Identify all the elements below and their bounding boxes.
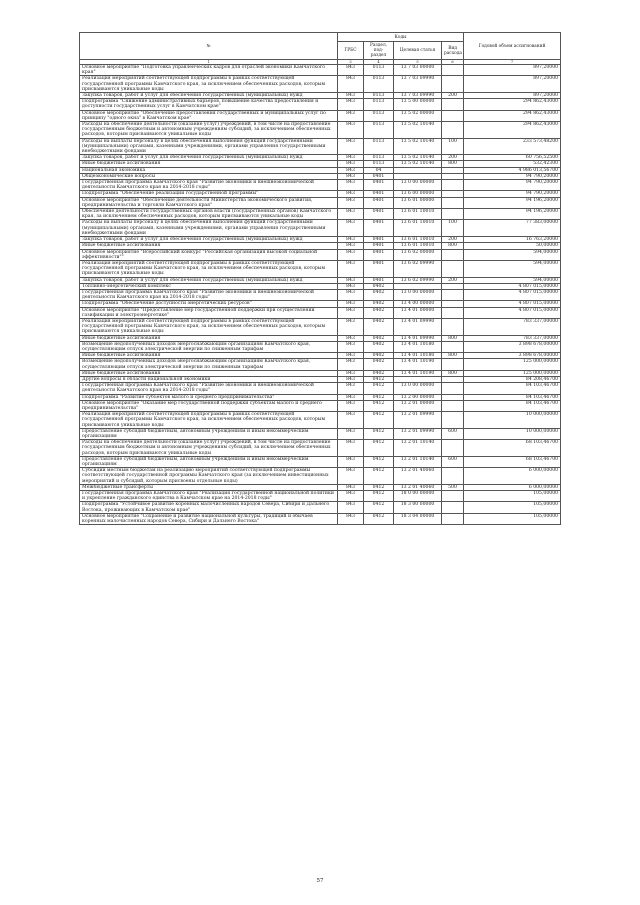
- cell-csr: 13 2 01 09990: [394, 412, 442, 429]
- cell-rz: 0401: [364, 237, 394, 243]
- cell-csr: 13 4 01 00000: [394, 307, 442, 318]
- table-row: [80, 209, 561, 220]
- cell-name: Расходы на обеспечение деятельности (оказание услуг) учреждений, в том числе на предоставление государственным бюджетным и автономным учреждениям субсидий, за исключением обеспеченных расходов, которым присваиваются уникальные коды: [80, 122, 338, 139]
- cell-grbs: 843: [338, 65, 364, 76]
- header-codes: Коды: [338, 33, 464, 42]
- table-row: [80, 456, 561, 467]
- cell-csr: 13 2 01 40060: [394, 484, 442, 490]
- cell-amt: 125 000,00000: [464, 370, 561, 376]
- cell-grbs: 843: [338, 243, 364, 249]
- cell-vr: 200: [442, 93, 464, 99]
- cell-amt: 105,00000: [464, 491, 561, 502]
- cell-name: Расходы на выплаты персоналу в целях обеспечения выполнения функций государственными (муниципальными) органами, казенными учреждениями, органами управления государственными внебюджетными фондами: [80, 138, 338, 155]
- cell-rz: 0412: [364, 412, 394, 429]
- table-row: [80, 138, 561, 155]
- table-row: [80, 428, 561, 439]
- table-row: [80, 440, 561, 457]
- cell-rz: 0113: [364, 110, 394, 121]
- cell-name: Основное мероприятие "Сохранение и развитие национальной культуры, традиций и обычаев коренных малочисленных народов Севера, Сибири и Дальнего Востока": [80, 513, 338, 524]
- cell-rz: 0113: [364, 122, 394, 139]
- cell-grbs: 843: [338, 155, 364, 161]
- cell-name: Закупка товаров, работ и услуг для обеспечения государственных (муниципальных) нужд: [80, 155, 338, 161]
- cell-amt: 94 196,20000: [464, 209, 561, 220]
- cell-vr: 800: [442, 370, 464, 376]
- cell-grbs: 843: [338, 513, 364, 524]
- cell-rz: 0401: [364, 243, 394, 249]
- cell-grbs: 843: [338, 138, 364, 155]
- cell-amt: 60 756,52500: [464, 155, 561, 161]
- cell-vr: [442, 180, 464, 191]
- table-row: [80, 468, 561, 485]
- cell-csr: 13 4 01 09990: [394, 318, 442, 335]
- table-row: [80, 122, 561, 139]
- cell-grbs: 843: [338, 440, 364, 457]
- cell-csr: 13 4 01 10180: [394, 341, 442, 352]
- cell-rz: 0113: [364, 65, 394, 76]
- cell-name: Возмещение недополученных доходов энергоснабжающим организациям Камчатского края, осуществляющим отпуск электрической энергии по сниженным тарифам: [80, 359, 338, 370]
- cell-vr: 200: [442, 155, 464, 161]
- cell-grbs: 843: [338, 289, 364, 300]
- cell-vr: [442, 260, 464, 277]
- cell-grbs: 843: [338, 209, 364, 220]
- cell-grbs: 843: [338, 99, 364, 110]
- cell-csr: 13 0 00 00000: [394, 383, 442, 394]
- cell-csr: 13 0 00 00000: [394, 180, 442, 191]
- cell-csr: 13 7 03 09990: [394, 93, 442, 99]
- cell-csr: 13 6 02 09990: [394, 277, 442, 283]
- cell-csr: 13 4 00 00000: [394, 301, 442, 307]
- cell-amt: 94 790,20000: [464, 173, 561, 179]
- cell-csr: 18 3 04 00000: [394, 513, 442, 524]
- cell-csr: 13 5 02 10140: [394, 138, 442, 155]
- cell-csr: 13 2 01 00000: [394, 400, 442, 411]
- cell-name: Возмещение недополученных доходов энергоснабжающим организациям Камчатского края, осуществляющим отпуск электрической энергии по сниженным тарифам: [80, 341, 338, 352]
- table-row: [80, 289, 561, 300]
- cell-vr: 100: [442, 138, 464, 155]
- cell-amt: 50,00000: [464, 243, 561, 249]
- cell-name: Обеспечение деятельности государственных органов власти (государственных органов) Камчатского края, за исключением обеспеченных расходов, которым присваиваются уникальные коды: [80, 209, 338, 220]
- cell-name: Другие вопросы в области национальной экономики: [80, 376, 338, 382]
- cell-rz: 0113: [364, 161, 394, 167]
- cell-rz: 0113: [364, 155, 394, 161]
- cell-name: Подпрограмма "Устойчивое развитие коренных малочисленных народов Севера, Сибири и Дальнего Востока, проживающих в Камчатском крае": [80, 502, 338, 513]
- col-index: 1: [80, 60, 338, 65]
- cell-vr: [442, 197, 464, 208]
- cell-rz: 0412: [364, 513, 394, 524]
- cell-amt: 4 986 013,56700: [464, 167, 561, 173]
- cell-vr: [442, 249, 464, 260]
- cell-csr: 13 5 02 10140: [394, 161, 442, 167]
- cell-name: Национальная экономика: [80, 167, 338, 173]
- cell-name: Подпрограмма "Обеспечение доступности энергетических ресурсов": [80, 301, 338, 307]
- cell-vr: [442, 318, 464, 335]
- cell-name: Предоставление субсидий бюджетным, автономным учреждениям и иным некоммерческим организациям: [80, 456, 338, 467]
- cell-amt: 294 862,43000: [464, 122, 561, 139]
- cell-rz: 0401: [364, 220, 394, 237]
- cell-amt: 6 000,00000: [464, 484, 561, 490]
- cell-name: Иные бюджетные ассигнования: [80, 370, 338, 376]
- cell-amt: 84 208,46700: [464, 376, 561, 382]
- cell-amt: 594,00000: [464, 277, 561, 283]
- table-row: [80, 180, 561, 191]
- cell-grbs: 843: [338, 335, 364, 341]
- cell-csr: 13 4 01 10190: [394, 370, 442, 376]
- col-index: 6: [442, 60, 464, 65]
- cell-rz: 0401: [364, 197, 394, 208]
- cell-amt: 532,42300: [464, 161, 561, 167]
- cell-csr: 13 7 03 09990: [394, 76, 442, 93]
- cell-csr: 13 6 00 00000: [394, 191, 442, 197]
- cell-vr: 800: [442, 353, 464, 359]
- cell-rz: 0402: [364, 318, 394, 335]
- cell-amt: 68 103,46700: [464, 456, 561, 467]
- cell-name: Государственная программа Камчатского края "Развитие экономики и внешнеэкономической деятельности Камчатского края на 2014-2018 годы": [80, 289, 338, 300]
- table-row: [80, 491, 561, 502]
- cell-amt: 94 790,20000: [464, 191, 561, 197]
- cell-grbs: 843: [338, 237, 364, 243]
- cell-rz: 0401: [364, 173, 394, 179]
- cell-grbs: 843: [338, 301, 364, 307]
- cell-csr: 13 4 01 10190: [394, 359, 442, 370]
- cell-name: Реализация мероприятий соответствующей подпрограммы в рамках соответствующей государственной программы Камчатского края, за исключением обеспеченных расходов, которым присваиваются уникальные коды: [80, 318, 338, 335]
- header-grbs: ГРБС: [338, 42, 364, 60]
- cell-name: Подпрограмма "Обеспечение реализации государственной программы": [80, 191, 338, 197]
- cell-rz: 0412: [364, 394, 394, 400]
- table-row: [80, 502, 561, 513]
- cell-rz: 0401: [364, 277, 394, 283]
- cell-name: Иные бюджетные ассигнования: [80, 353, 338, 359]
- cell-grbs: 843: [338, 173, 364, 179]
- cell-name: Основное мероприятие "Подготовка управленческих кадров для отраслей экономики Камчатского края": [80, 65, 338, 76]
- cell-rz: 0412: [364, 468, 394, 485]
- page-number: 57: [316, 878, 324, 884]
- cell-rz: 0401: [364, 180, 394, 191]
- table-row: [80, 65, 561, 76]
- cell-grbs: 843: [338, 400, 364, 411]
- cell-grbs: 843: [338, 167, 364, 173]
- cell-vr: 800: [442, 161, 464, 167]
- header-no: №: [80, 33, 338, 60]
- cell-vr: [442, 359, 464, 370]
- cell-name: Основное мероприятие "Оказание мер государственной поддержки субъектам малого и среднего предпринимательства": [80, 400, 338, 411]
- cell-vr: 600: [442, 456, 464, 467]
- cell-rz: 04: [364, 167, 394, 173]
- cell-name: Основное мероприятие "Всероссийский конкурс "Российская организация высокой социальной эффективности"": [80, 249, 338, 260]
- cell-name: Закупка товаров, работ и услуг для обеспечения государственных (муниципальных) нужд: [80, 237, 338, 243]
- cell-name: Подпрограмма "Развитие субъектов малого и среднего предпринимательства": [80, 394, 338, 400]
- cell-grbs: 843: [338, 197, 364, 208]
- cell-grbs: 843: [338, 191, 364, 197]
- cell-name: Основное мероприятие "Обеспечение предоставления государственных и муниципальных услуг по принципу "одного окна" в Камчатском крае": [80, 110, 338, 121]
- cell-vr: [442, 513, 464, 524]
- cell-amt: 897,20000: [464, 76, 561, 93]
- cell-rz: 0402: [364, 283, 394, 289]
- cell-grbs: 843: [338, 359, 364, 370]
- cell-vr: [442, 76, 464, 93]
- cell-amt: 233 573,48200: [464, 138, 561, 155]
- cell-name: Расходы на обеспечение деятельности (оказание услуг) учреждений, в том числе на предоставление государственным бюджетным и автономным учреждениям субсидий, за исключением обеспеченных расходов, которым присваиваются уникальные коды: [80, 440, 338, 457]
- cell-vr: [442, 65, 464, 76]
- cell-vr: [442, 307, 464, 318]
- cell-amt: 294 862,43000: [464, 110, 561, 121]
- table-body: [80, 65, 561, 525]
- cell-csr: 13 5 02 10140: [394, 155, 442, 161]
- cell-grbs: 843: [338, 412, 364, 429]
- cell-rz: 0412: [364, 440, 394, 457]
- cell-grbs: 843: [338, 502, 364, 513]
- table-row: [80, 400, 561, 411]
- cell-vr: [442, 209, 464, 220]
- cell-name: Реализация мероприятий соответствующей подпрограммы в рамках соответствующей государственной программы Камчатского края, за исключением обеспеченных расходов, которым присваиваются уникальные коды: [80, 260, 338, 277]
- cell-amt: 6 000,00000: [464, 468, 561, 485]
- cell-csr: 13 5 02 10140: [394, 122, 442, 139]
- cell-csr: 13 5 00 00000: [394, 99, 442, 110]
- cell-vr: [442, 468, 464, 485]
- table-row: [80, 318, 561, 335]
- cell-amt: 4 807 015,00000: [464, 283, 561, 289]
- cell-csr: 13 0 00 00000: [394, 289, 442, 300]
- table-row: [80, 260, 561, 277]
- cell-amt: 105,00000: [464, 513, 561, 524]
- cell-grbs: 843: [338, 277, 364, 283]
- cell-name: Основное мероприятие "Предоставление мер государственной поддержки при осуществлении газификации и электроэнергетике": [80, 307, 338, 318]
- table-row: [80, 110, 561, 121]
- table-row: [80, 341, 561, 352]
- cell-vr: [442, 289, 464, 300]
- cell-name: Государственная программа Камчатского края "Развитие экономики и внешнеэкономической деятельности Камчатского края на 2014-2018 годы": [80, 180, 338, 191]
- cell-vr: [442, 122, 464, 139]
- cell-amt: 84 103,46700: [464, 383, 561, 394]
- cell-grbs: 843: [338, 394, 364, 400]
- cell-grbs: 843: [338, 353, 364, 359]
- cell-rz: 0402: [364, 341, 394, 352]
- col-index: 4: [364, 60, 394, 65]
- cell-name: Реализация мероприятий соответствующей подпрограммы в рамках соответствующей государственной программы Камчатского края, за исключением обеспеченных расходов, которым присваиваются уникальные коды: [80, 76, 338, 93]
- cell-amt: 294 862,43000: [464, 99, 561, 110]
- cell-amt: 77 383,00000: [464, 220, 561, 237]
- cell-grbs: 843: [338, 428, 364, 439]
- cell-vr: [442, 491, 464, 502]
- cell-vr: [442, 440, 464, 457]
- cell-grbs: 843: [338, 341, 364, 352]
- cell-name: Закупка товаров, работ и услуг для обеспечения государственных (муниципальных) нужд: [80, 93, 338, 99]
- table-row: [80, 99, 561, 110]
- cell-name: Расходы на выплаты персоналу в целях обеспечения выполнения функций государственными (муниципальными) органами, казенными учреждениями, органами управления государственными внебюджетными фондами: [80, 220, 338, 237]
- cell-grbs: 843: [338, 110, 364, 121]
- cell-name: Государственная программа Камчатского края "Реализация государственной национальной политики и укрепление гражданского единства в Камчатском крае на 2014-2018 годы": [80, 491, 338, 502]
- cell-csr: 13 7 03 00000: [394, 65, 442, 76]
- cell-amt: 783 337,00000: [464, 318, 561, 335]
- cell-rz: 0412: [364, 491, 394, 502]
- header-csr: Целевая статья: [394, 42, 442, 60]
- cell-grbs: 843: [338, 161, 364, 167]
- cell-csr: 13 6 01 10010: [394, 220, 442, 237]
- cell-vr: 800: [442, 243, 464, 249]
- cell-grbs: 843: [338, 93, 364, 99]
- cell-vr: [442, 341, 464, 352]
- cell-grbs: 843: [338, 283, 364, 289]
- cell-csr: 13 6 01 10010: [394, 237, 442, 243]
- cell-name: Подпрограмма "Снижение административных барьеров, повышение качества предоставления и доступности государственных услуг в Камчатском крае": [80, 99, 338, 110]
- cell-grbs: 843: [338, 260, 364, 277]
- cell-rz: 0412: [364, 383, 394, 394]
- cell-rz: 0401: [364, 260, 394, 277]
- cell-name: Государственная программа Камчатского края "Развитие экономики и внешнеэкономической деятельности Камчатского края на 2014-2018 годы": [80, 383, 338, 394]
- cell-grbs: 843: [338, 491, 364, 502]
- header-razdel: Раздел, под-раздел: [364, 42, 394, 60]
- cell-amt: 4 807 015,00000: [464, 307, 561, 318]
- cell-grbs: 843: [338, 376, 364, 382]
- cell-vr: 800: [442, 335, 464, 341]
- table-row: [80, 197, 561, 208]
- cell-grbs: 843: [338, 76, 364, 93]
- cell-grbs: 843: [338, 456, 364, 467]
- table-row: [80, 513, 561, 524]
- cell-rz: 0412: [364, 428, 394, 439]
- table-row: [80, 412, 561, 429]
- cell-vr: [442, 110, 464, 121]
- cell-name: Основное мероприятие "Обеспечение деятельности Министерства экономического развития, предпринимательства и торговли Камчатского края": [80, 197, 338, 208]
- header-annual: Годовой объем ассигнований: [464, 33, 561, 60]
- cell-rz: 0412: [364, 456, 394, 467]
- cell-amt: 10 000,00000: [464, 412, 561, 429]
- cell-grbs: 843: [338, 468, 364, 485]
- cell-amt: 16 763,20000: [464, 237, 561, 243]
- cell-grbs: 843: [338, 220, 364, 237]
- cell-grbs: 843: [338, 249, 364, 260]
- cell-grbs: 843: [338, 370, 364, 376]
- cell-rz: 0402: [364, 353, 394, 359]
- cell-name: Предоставление субсидий бюджетным, автономным учреждениям и иным некоммерческим организациям: [80, 428, 338, 439]
- cell-grbs: 843: [338, 484, 364, 490]
- cell-rz: 0402: [364, 301, 394, 307]
- cell-name: Реализация мероприятий соответствующей подпрограммы в рамках соответствующей государственной программы Камчатского края, за исключением обеспеченных расходов, которым присваиваются уникальные коды: [80, 412, 338, 429]
- col-index: 7: [464, 60, 561, 65]
- cell-rz: 0402: [364, 359, 394, 370]
- cell-vr: [442, 99, 464, 110]
- cell-amt: 125 000,00000: [464, 359, 561, 370]
- cell-amt: 594,00000: [464, 249, 561, 260]
- cell-name: Межбюджетные трансферты: [80, 484, 338, 490]
- cell-grbs: 843: [338, 318, 364, 335]
- table-row: [80, 220, 561, 237]
- cell-name: Закупка товаров, работ и услуг для обеспечения государственных (муниципальных) нужд: [80, 277, 338, 283]
- cell-csr: 13 2 01 10140: [394, 456, 442, 467]
- cell-csr: 13 6 01 10010: [394, 243, 442, 249]
- cell-amt: 84 103,46700: [464, 394, 561, 400]
- cell-csr: 13 2 01 10140: [394, 440, 442, 457]
- cell-rz: 0113: [364, 138, 394, 155]
- cell-amt: 3 898 678,00000: [464, 341, 561, 352]
- cell-vr: 200: [442, 277, 464, 283]
- cell-csr: 13 6 02 00000: [394, 249, 442, 260]
- cell-vr: [442, 383, 464, 394]
- cell-amt: 783 337,00000: [464, 335, 561, 341]
- cell-csr: 13 6 01 00000: [394, 197, 442, 208]
- cell-rz: 0113: [364, 76, 394, 93]
- cell-vr: [442, 412, 464, 429]
- table-row: [80, 249, 561, 260]
- cell-amt: 4 807 015,00000: [464, 301, 561, 307]
- cell-amt: 897,20000: [464, 65, 561, 76]
- cell-vr: 600: [442, 428, 464, 439]
- cell-rz: 0412: [364, 502, 394, 513]
- cell-vr: [442, 502, 464, 513]
- cell-csr: 13 6 02 09990: [394, 260, 442, 277]
- cell-amt: 105,00000: [464, 502, 561, 513]
- col-index: 5: [394, 60, 442, 65]
- budget-table-page: [79, 32, 560, 525]
- cell-csr: 13 5 02 00000: [394, 110, 442, 121]
- cell-amt: 94 196,20000: [464, 197, 561, 208]
- cell-amt: 594,00000: [464, 260, 561, 277]
- cell-grbs: 843: [338, 307, 364, 318]
- cell-name: Общеэкономические вопросы: [80, 173, 338, 179]
- cell-rz: 0401: [364, 249, 394, 260]
- cell-csr: 13 6 01 10010: [394, 209, 442, 220]
- cell-rz: 0402: [364, 370, 394, 376]
- cell-amt: 3 898 678,00000: [464, 353, 561, 359]
- cell-rz: 0412: [364, 376, 394, 382]
- cell-csr: 18 3 00 00000: [394, 502, 442, 513]
- cell-rz: 0412: [364, 400, 394, 411]
- cell-rz: 0412: [364, 484, 394, 490]
- header-vr: Вид расхода: [442, 42, 464, 60]
- cell-grbs: 843: [338, 122, 364, 139]
- cell-rz: 0402: [364, 289, 394, 300]
- col-index: 3: [338, 60, 364, 65]
- cell-grbs: 843: [338, 383, 364, 394]
- cell-amt: 897,20000: [464, 93, 561, 99]
- cell-amt: 10 000,00000: [464, 428, 561, 439]
- cell-amt: 68 103,46700: [464, 440, 561, 457]
- cell-rz: 0402: [364, 335, 394, 341]
- table-row: [80, 76, 561, 93]
- budget-table: [79, 32, 561, 525]
- table-row: [80, 307, 561, 318]
- cell-grbs: 843: [338, 180, 364, 191]
- cell-amt: 4 807 015,00000: [464, 289, 561, 300]
- cell-rz: 0113: [364, 99, 394, 110]
- cell-csr: 18 0 00 00000: [394, 491, 442, 502]
- cell-csr: 13 2 01 40060: [394, 468, 442, 485]
- cell-amt: 94 790,20000: [464, 180, 561, 191]
- cell-name: Топливно-энергетический комплекс: [80, 283, 338, 289]
- cell-vr: 500: [442, 484, 464, 490]
- cell-rz: 0401: [364, 209, 394, 220]
- cell-csr: 13 4 01 10180: [394, 353, 442, 359]
- cell-name: Иные бюджетные ассигнования: [80, 335, 338, 341]
- cell-vr: [442, 400, 464, 411]
- cell-vr: 200: [442, 237, 464, 243]
- cell-rz: 0402: [364, 307, 394, 318]
- cell-amt: 84 103,46700: [464, 400, 561, 411]
- cell-rz: 0401: [364, 191, 394, 197]
- cell-rz: 0113: [364, 93, 394, 99]
- table-row: [80, 359, 561, 370]
- cell-csr: 13 2 01 09990: [394, 428, 442, 439]
- cell-name: Иные бюджетные ассигнования: [80, 161, 338, 167]
- cell-name: Субсидии местным бюджетам на реализацию мероприятий соответствующей подпрограммы соответствующей государственной программы Камчатского края (за исключением инвестиционных мероприятий и субсидий, которым присвоены отдельные коды): [80, 468, 338, 485]
- cell-csr: 13 2 00 00000: [394, 394, 442, 400]
- cell-csr: 13 4 01 09990: [394, 335, 442, 341]
- table-row: [80, 383, 561, 394]
- cell-vr: 100: [442, 220, 464, 237]
- cell-name: Иные бюджетные ассигнования: [80, 243, 338, 249]
